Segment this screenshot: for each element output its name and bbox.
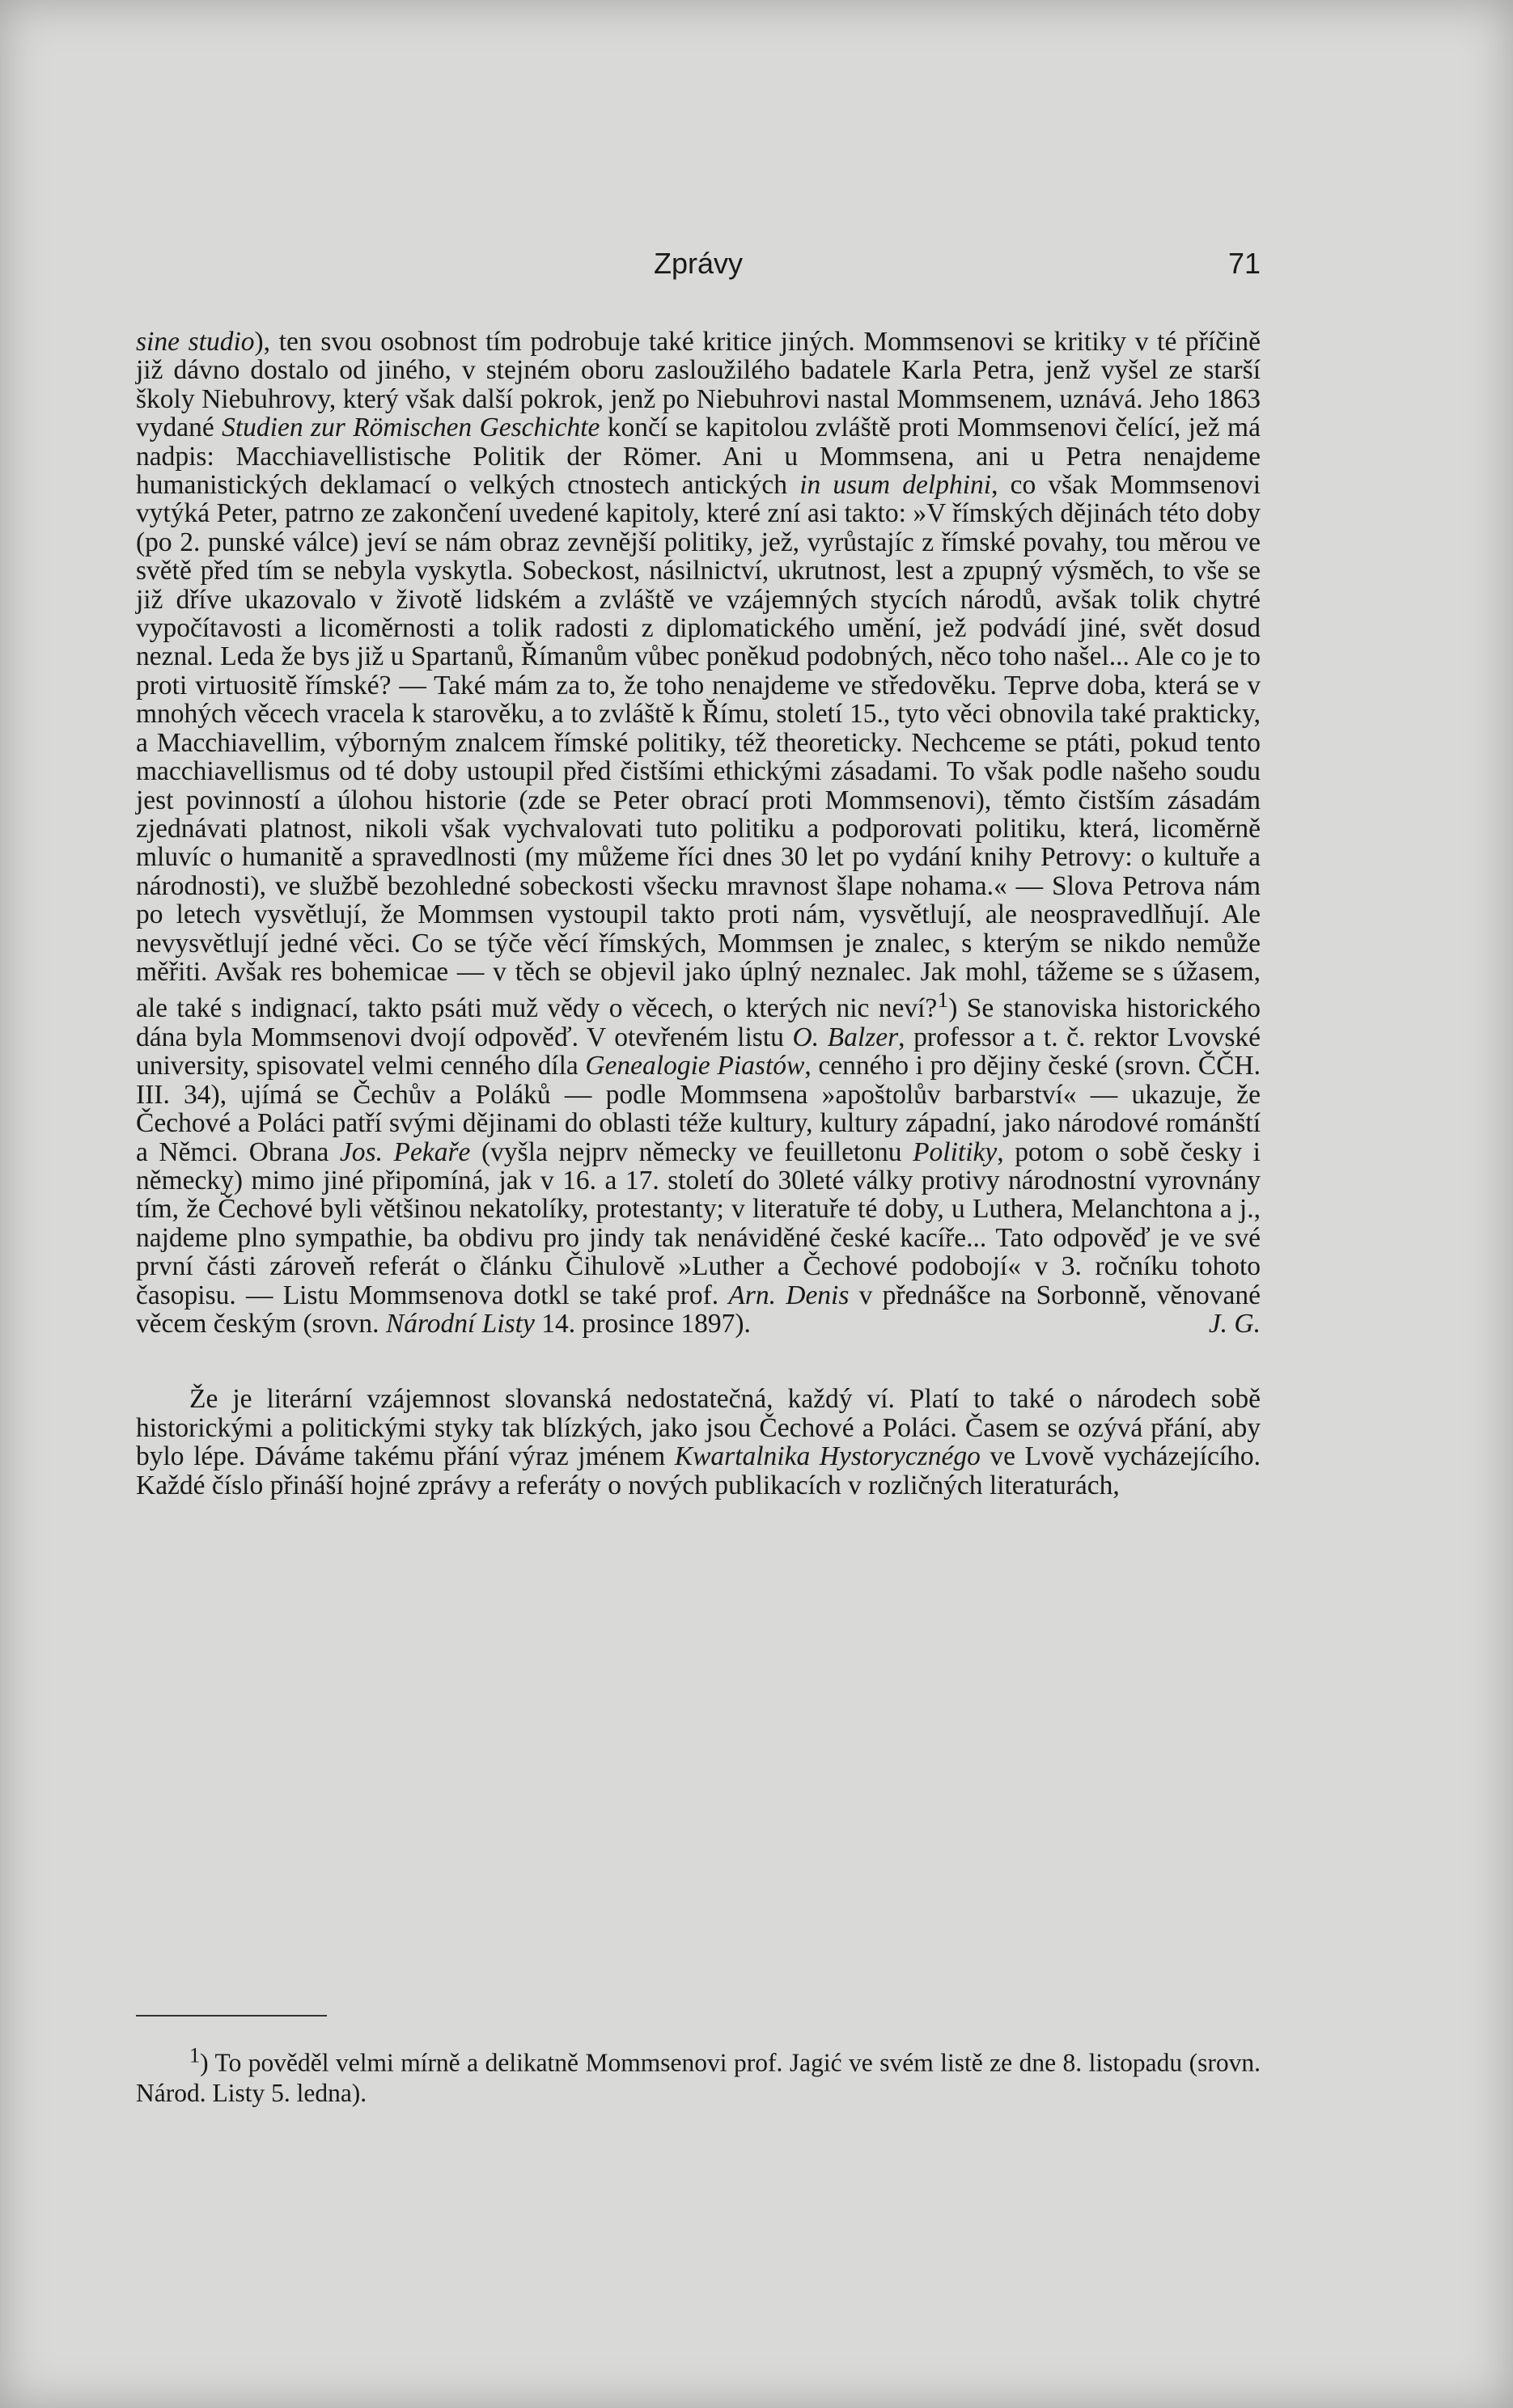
text-run: (vyšla nejprv německy ve feuilletonu <box>470 1136 913 1167</box>
paragraph-kwartalnik <box>136 1385 1261 1500</box>
text-italic: Arn. Denis <box>728 1280 850 1310</box>
text-italic: Genealogie Piastów <box>585 1051 805 1081</box>
text-run: , cenného i pro dějiny české (srovn. ČČH. III. 34), ujímá se Čechův a Poláků — podle Mommsena »apoštolův barbarství« — ukazuje, že Čechové a Poláci patří svými dějinami do oblasti téže kultury, kultury západní, jako národové románští a Němci. Obrana <box>136 1051 1261 1167</box>
text-italic: sine studio <box>136 327 255 357</box>
text-italic: Kwartalnika Hystorycznégo <box>674 1441 981 1472</box>
footnote-divider <box>136 2015 327 2017</box>
paragraph-gap <box>136 1338 1261 1385</box>
text-run: v přednášce na Sorbonně, věnované věcem českým (srovn. <box>136 1280 1261 1339</box>
page-number: 71 <box>1227 247 1261 280</box>
text-italic: Národní Listy <box>385 1308 535 1339</box>
footnote-number: 1 <box>189 2043 201 2067</box>
footnote-ref: 1 <box>937 988 949 1014</box>
text-run: ), ten svou osobnost tím podrobuje také kritice jiných. Mommsenovi se kritiky v té příčině již dávno dostalo od jiného, v stejném oboru zasloužilého badatele Karla Petra, jenž vyšel ze starší školy Niebuhrovy, který však další pokrok, jenž po Niebuhrovi nastal Mommsenem, uznává. Jeho 1863 vydané <box>136 327 1261 443</box>
running-title: Zprávy <box>653 247 744 280</box>
page-header <box>136 247 1261 287</box>
text-italic: Studien zur Römischen Geschichte <box>222 413 600 443</box>
text-run: , co však Mommsenovi vytýká Peter, patrno ze zakončení uvedené kapitoly, které zní asi takto: »V římských dějinách této doby (po 2. punské válce) jeví se nám obraz zevnější politiky, jež, vyrůstajíc z římské povahy, tou měrou ve světě před tím se nebyla vyskytla. Sobeckost, násilnictví, ukrutnost, lest a zpupný výsměch, to vše se již dříve ukazovalo v životě lidském a zvláště ve vzájemných stycích národů, avšak tolik chytré vypočítavosti a licoměrnosti a tolik radosti z diplomatického umění, jež podvádí jiné, svět dosud neznal. Leda že bys již u Spartanů, Římanům vůbec poněkud podobných, něco toho našel... Ale co je to proti virtuositě římské? — Také mám za to, že toho nenajdeme ve středověku. Teprve doba, která se v mnohých věcech vracela k starověku, a to zvláště k Římu, století 15., tyto věci obnovila také prakticky, a Macchiavellim, výborným znalcem římské politiky, též theoreticky. Nechceme se ptáti, pokud tento macchiavellismus od té doby ustoupil před čistšími ethickými zásadami. To však podle našeho soudu jest povinností a úlohou historie (zde se Peter obrací proti Mommsenovi), těmto čistším zásadám zjednávati platnost, nikoli však vychvalovati tuto politiku a podporovati politiku, která, licoměrně mluvíc o humanitě a spravedlnosti (my můžeme říci dnes 30 let po vydání knihy Petrovy: o kultuře a národnosti), ve službě bezohledné sobeckosti všecku mravnost šlape nohama.« — Slova Petrova nám po letech vysvětlují, že Mommsen vystoupil takto proti nám, vysvětlují, ale neospravedlňují. Ale nevysvětlují jedné věci. Co se týče věcí římských, Mommsen je znalec, s kterým se nikdo nemůže měřiti. Avšak res bohemicae — v těch se objevil jako úplný neznalec. Jak mohl, tážeme se s úžasem, ale také s indignací, takto psáti muž vědy o věcech, o kterých nic neví? <box>136 470 1261 1024</box>
text-run: končí se kapitolou zvláště proti Mommsenovi čelící, jež má nadpis: Macchiavellistische Politik der Römer. Ani u Mommsena, ani u Petra nenajdeme humanistických deklamací o velkých ctnostech antických <box>136 413 1261 501</box>
article-body <box>136 328 1261 1500</box>
text-italic: Jos. Pekaře <box>339 1136 471 1167</box>
text-italic: in usum delphini <box>799 470 992 501</box>
text-run: ve Lvově vycházejícího. Každé číslo přináší hojné zprávy a referáty o nových publikacích v rozličných literaturách, <box>136 1441 1261 1500</box>
text-italic: O. Balzer <box>792 1022 899 1052</box>
text-run: , potom o sobě česky i německy) mimo jiné připomíná, jak v 16. a 17. století do 30leté války protivy národnostní vyrovnány tím, že Čechové byli většinou nekatolíky, protestanty; v literatuře té doby, u Luthera, Melanchtona a j., najdeme plno sympathie, ba obdivu pro jindy tak nenáviděné české kacíře... Tato odpověď je ve své první části zároveň referát o článku Čihulově »Luther a Čechové podobojí« v 3. ročníku tohoto časopisu. — Listu Mommsenova dotkl se také prof. <box>136 1136 1261 1310</box>
paragraph-mommsen <box>136 328 1261 1338</box>
text-run: , professor a t. č. rektor Lvovské university, spisovatel velmi cenného díla <box>136 1022 1261 1081</box>
text-italic: Politiky <box>913 1136 998 1167</box>
text-run: ) Se stanoviska historického dána byla Mommsenovi dvojí odpověď. V otevřeném listu <box>136 993 1261 1052</box>
text-run: Že je literární vzájemnost slovanská nedostatečná, každý ví. Platí to také o národech sobě historickými a politickými styky tak blízkých, jako jsou Čechové a Poláci. Časem se ozývá přání, aby bylo lépe. Dáváme takému přání výraz jménem <box>136 1384 1261 1472</box>
text-run: 14. prosince 1897). <box>534 1308 751 1339</box>
footnote-text: ) To pověděl velmi mírně a delikatně Mommsenovi prof. Jagić ve svém listě ze dne 8. listopadu (srovn. Národ. Listy 5. ledna). <box>136 2048 1261 2107</box>
footnote-mark <box>136 2043 201 2077</box>
footnote <box>136 2040 1261 2108</box>
author-signature: J. G. <box>1208 1308 1261 1339</box>
